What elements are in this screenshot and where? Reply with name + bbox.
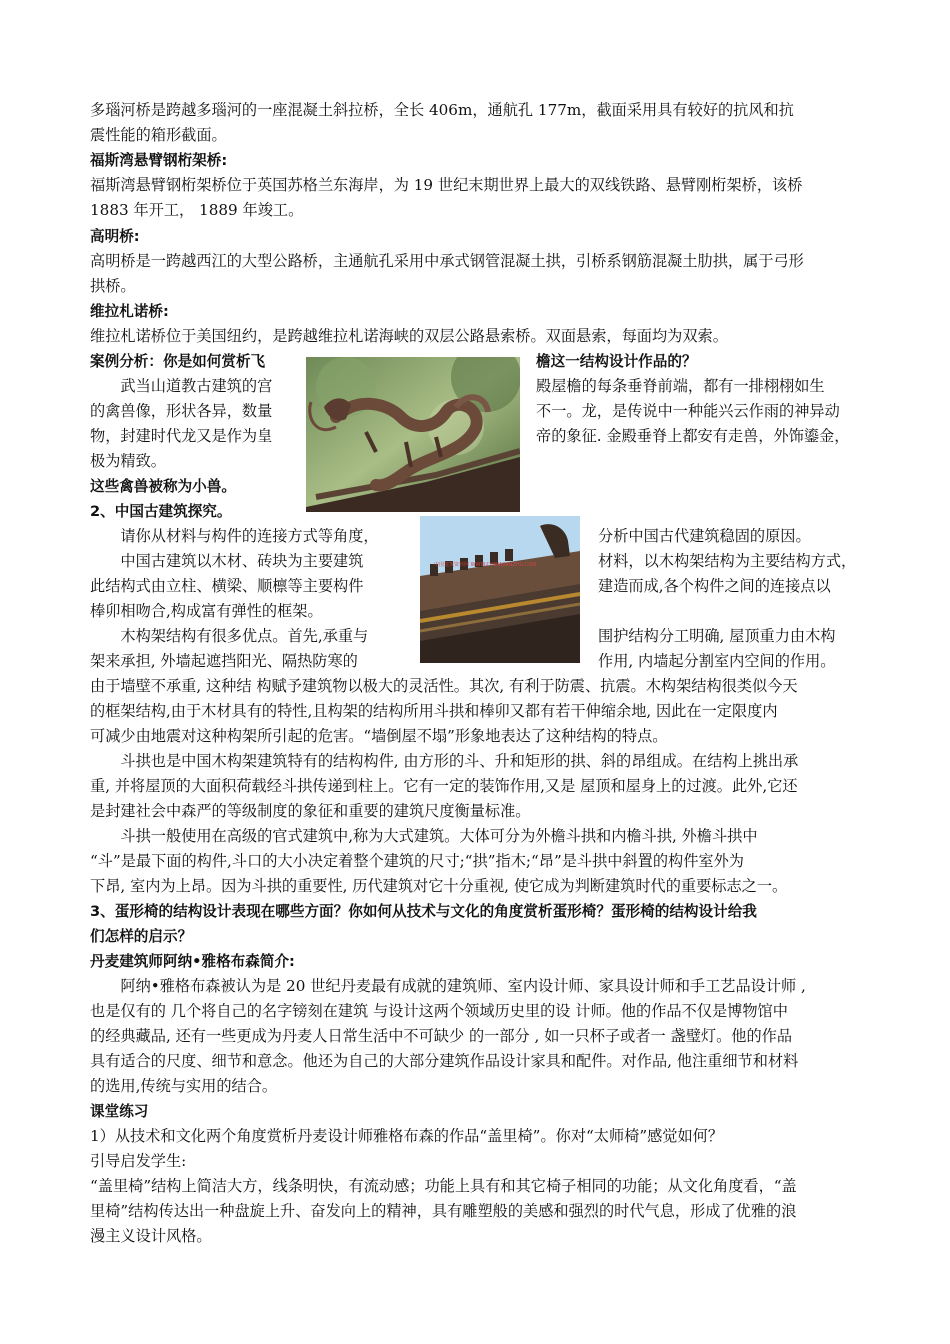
section3-heading-line2: 们怎样的启示？ — [90, 928, 193, 945]
section3-heading-line1: 3、蛋形椅的结构设计表现在哪些方面？你如何从技术与文化的角度赏析蛋形椅？蛋形椅的结构设计给我 — [90, 903, 757, 920]
section2-text-left: 中国古建筑以木材、砖块为主要建筑 — [90, 552, 364, 570]
gaoming-bridge-line2: 拱桥。 — [90, 277, 136, 295]
section2-text-right: 分析中国古代建筑稳固的原因。 — [598, 527, 811, 545]
section2-paragraph-line: “斗”是最下面的构件,斗口的大小决定着整个建筑的尺寸;“拱”指木;“昂”是斗拱中斜置的构件室外为 — [90, 852, 744, 870]
jacobsen-intro-line: 的经典藏品, 还有一些更成为丹麦人日常生活中不可缺少 的一部分 , 如一只杯子或者一 盏璧灯。他的作品 — [90, 1027, 793, 1045]
verrazano-heading: 维拉札诺桥: — [90, 303, 169, 320]
case-text-left: 极为精致。 — [90, 452, 166, 470]
forth-bridge-heading: 福斯湾悬臂钢桁架桥: — [90, 152, 228, 169]
section2-paragraph-line: 下昂, 室内为上昂。因为斗拱的重要性, 历代建筑对它十分重视, 使它成为判断建筑时代的重要标志之一。 — [90, 877, 788, 895]
practice-answer-line: “盖里椅”结构上简洁大方，线条明快，有流动感；功能上具有和其它椅子相同的功能；从文化角度看，“盖 — [90, 1177, 797, 1195]
section2-text-right: 围护结构分工明确, 屋顶重力由木构 — [598, 627, 836, 645]
jacobsen-intro-line: 的选用,传统与实用的结合。 — [90, 1077, 278, 1095]
section2-text-right: 材料，以木构架结构为主要结构方式， — [598, 552, 857, 570]
case-text-right: 帝的象征. 金殿垂脊上都安有走兽，外饰鎏金， — [536, 427, 850, 445]
case-heading-right: 檐这一结构设计作品的？ — [536, 353, 697, 370]
section2-text-left: 棒卯相吻合,构成富有弹性的框架。 — [90, 602, 323, 620]
section2-paragraph-line: 由于墙壁不承重, 这种结 构赋予建筑物以极大的灵活性。其次, 有利于防震、抗震。木构架结构很类似今天 — [90, 677, 798, 695]
gaoming-bridge-heading: 高明桥: — [90, 228, 140, 245]
bridge-danube-line2: 震性能的箱形截面。 — [90, 126, 227, 144]
section2-text-left: 木构架结构有很多优点。首先,承重与 — [90, 627, 369, 645]
section2-paragraph-line: 重, 并将屋顶的大面积荷载经斗拱传递到柱上。它有一定的装饰作用,又是 屋顶和屋身上的过渡。此外,它还 — [90, 777, 798, 795]
bridge-danube-line1: 多瑙河桥是跨越多瑙河的一座混凝土斜拉桥，全长 406m，通航孔 177m，截面采用具有较好的抗风和抗 — [90, 101, 794, 119]
forth-bridge-line1: 福斯湾悬臂钢桁架桥位于英国苏格兰东海岸，为 19 世纪末期世界上最大的双线铁路、悬臂刚桁架桥，该桥 — [90, 176, 803, 194]
section2-paragraph-line: 可减少由地震对这种构架所引起的危害。“墙倒屋不塌”形象地表达了这种结构的特点。 — [90, 727, 668, 745]
section2-heading: 2、中国古建筑探究。 — [90, 503, 232, 520]
jacobsen-intro-line: 也是仅有的 几个将自己的名字镑刻在建筑 与设计这两个领域历史里的设 计师。他的作品不仅是博物馆中 — [90, 1002, 788, 1020]
gaoming-bridge-line1: 高明桥是一跨越西江的大型公路桥，主通航孔采用中承式钢管混凝土拱，引桥系钢筋混凝土肋拱，属于弓形 — [90, 252, 804, 270]
case-conclusion: 这些禽兽被称为小兽。 — [90, 478, 236, 495]
practice-question: 1）从技术和文化两个角度赏析丹麦设计师雅格布森的作品“盖里椅”。你对“太师椅”感觉如何？ — [90, 1127, 724, 1145]
eaves-photo-watermark: 中国建筑资料网 WWW.CHINAJIANZHU.COM — [434, 562, 537, 568]
eaves-beasts-photo — [420, 516, 580, 663]
section2-text-left: 此结构式由立柱、横梁、顺檩等主要构件 — [90, 577, 364, 595]
case-text-left: 物，封建时代龙又是作为皇 — [90, 427, 273, 445]
case-text-left: 武当山道教古建筑的宫 — [90, 377, 273, 395]
case-text-left: 的禽兽像，形状各异，数量 — [90, 402, 273, 420]
practice-guide: 引导启发学生: — [90, 1152, 187, 1170]
section2-paragraph-line: 斗拱也是中国木构架建筑特有的结构构件, 由方形的斗、升和矩形的拱、斜的昂组成。在结构上挑出承 — [90, 752, 799, 770]
verrazano-line: 维拉札诺桥位于美国纽约，是跨越维拉札诺海峡的双层公路悬索桥。双面悬索，每面均为双索。 — [90, 327, 728, 345]
jacobsen-intro-line: 阿纳•雅格布森被认为是 20 世纪丹麦最有成就的建筑师、室内设计师、家具设计师和手工艺品设计师 , — [90, 977, 806, 995]
jacobsen-intro-line: 具有适合的尺度、细节和意念。他还为自己的大部分建筑作品设计家具和配件。对作品, 他注重细节和材料 — [90, 1052, 799, 1070]
case-heading-left: 案例分析：你是如何赏析飞 — [90, 353, 266, 370]
section2-text-left: 请你从材料与构件的连接方式等角度， — [90, 527, 379, 545]
section2-text-left: 架来承担, 外墙起遮挡阳光、隔热防寒的 — [90, 652, 358, 670]
section2-text-right: 作用, 内墙起分割室内空间的作用。 — [598, 652, 836, 670]
practice-answer-line: 漫主义设计风格。 — [90, 1227, 212, 1245]
section2-text-right: 建造而成,各个构件之间的连接点以 — [598, 577, 831, 595]
practice-heading: 课堂练习 — [90, 1103, 149, 1120]
case-text-right: 不一。龙，是传说中一种能兴云作雨的神异动 — [536, 402, 840, 420]
forth-bridge-line2: 1883 年开工， 1889 年竣工。 — [90, 201, 304, 219]
case-text-right: 殿屋檐的每条垂脊前端，都有一排栩栩如生 — [536, 377, 825, 395]
section2-paragraph-line: 是封建社会中森严的等级制度的象征和重要的建筑尺度衡量标准。 — [90, 802, 531, 820]
practice-answer-line: 里椅”结构传达出一种盘旋上升、奋发向上的精神，具有雕塑般的美感和强烈的时代气息，形成了优雅的浪 — [90, 1202, 797, 1220]
section2-paragraph-line: 的框架结构,由于木材具有的特性,且构架的结构所用斗拱和棒卯又都有若干伸缩余地, 因此在一定限度内 — [90, 702, 778, 720]
jacobsen-intro-heading: 丹麦建筑师阿纳•雅格布森简介: — [90, 953, 295, 970]
section2-paragraph-line: 斗拱一般使用在高级的官式建筑中,称为大式建筑。大体可分为外檐斗拱和内檐斗拱, 外檐斗拱中 — [90, 827, 758, 845]
dragon-roof-ridge-photo — [306, 357, 520, 512]
